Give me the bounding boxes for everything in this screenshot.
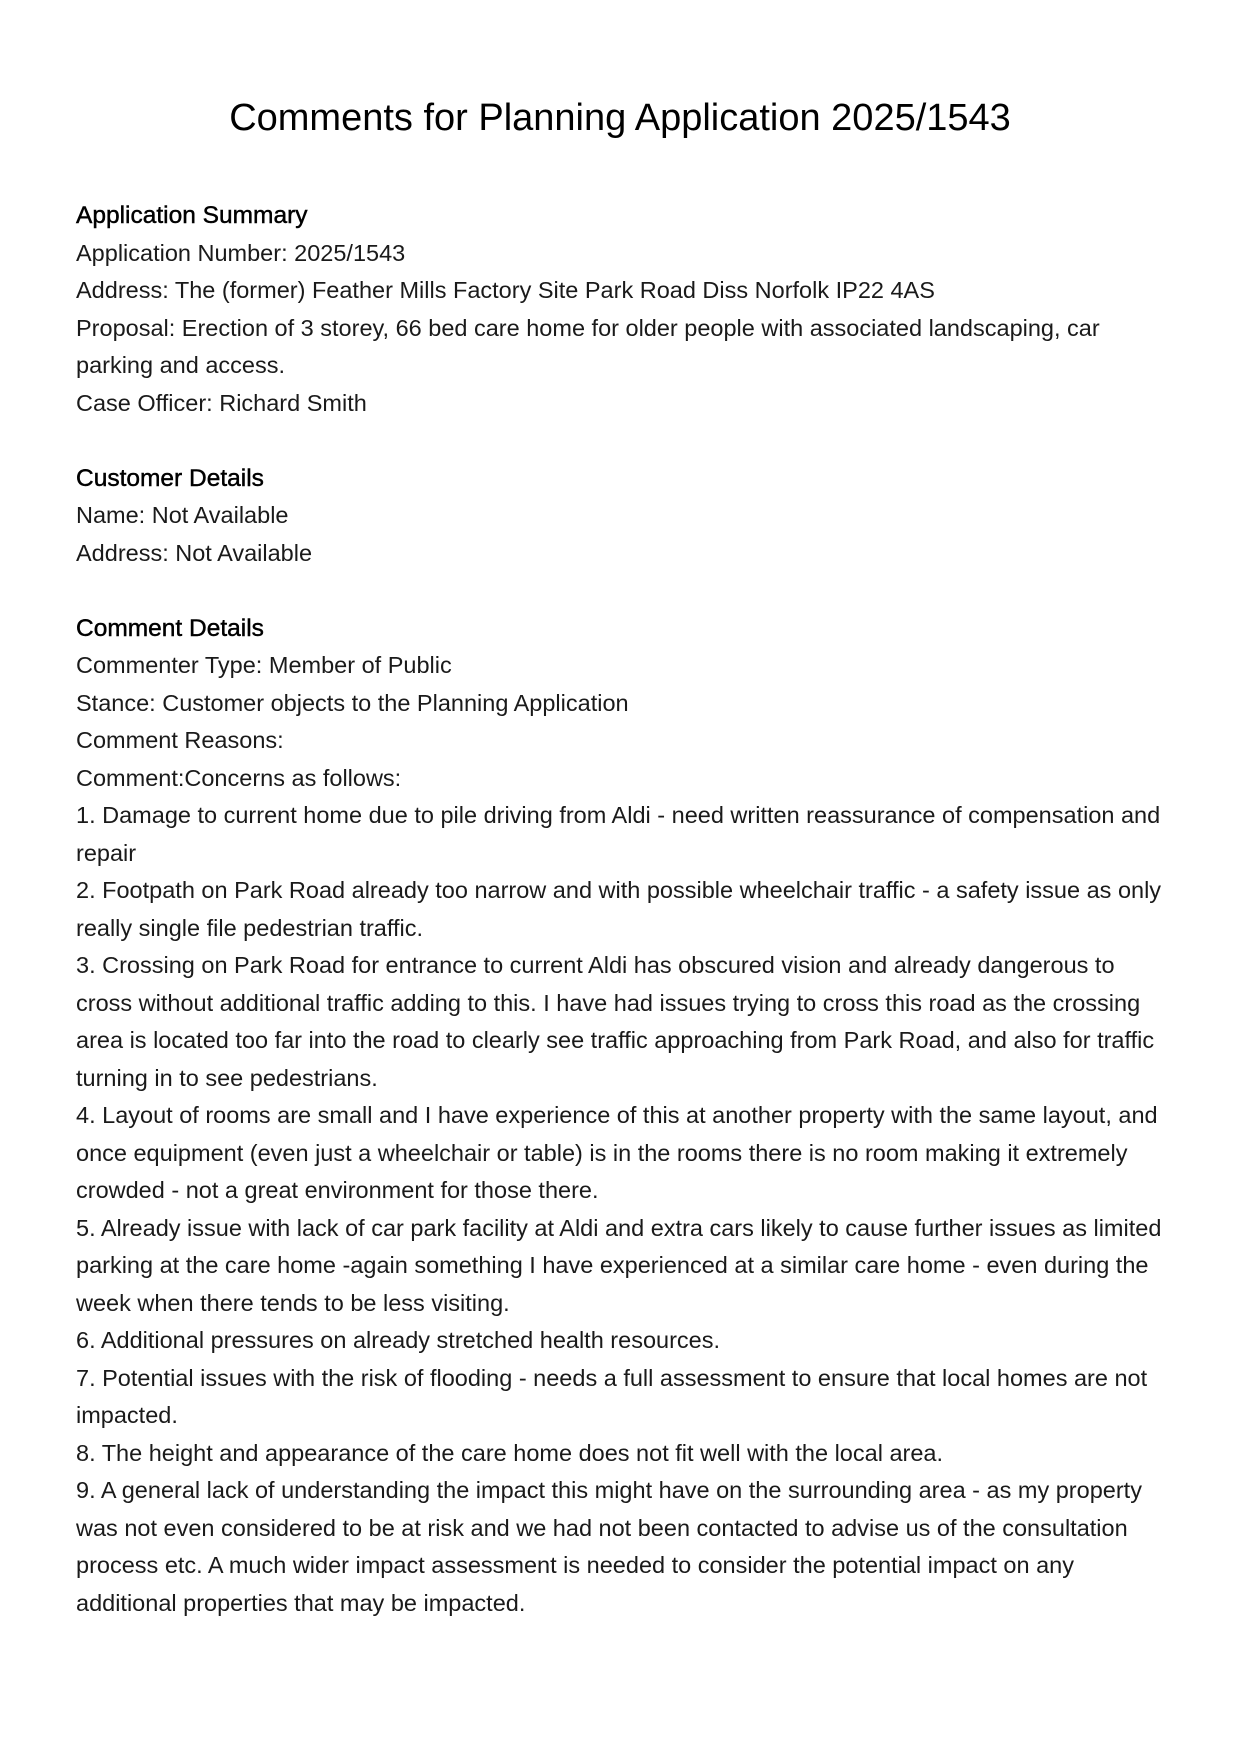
comment-item-9: 9. A general lack of understanding the impact this might have on the surrounding area - as my property was not even considered to be at risk and we had not been contacted to advise us of the consultation process etc. A much wider impact assessment is needed to consider the potential impact on any additional properties that may be impacted. — [76, 1477, 1142, 1616]
comment-intro: Comment:Concerns as follows: — [76, 764, 402, 791]
comment-reasons: Comment Reasons: — [76, 727, 284, 753]
comment-item-7: 7. Potential issues with the risk of flooding - needs a full assessment to ensure that local homes are not impacted. — [76, 1364, 1148, 1428]
comment-item-8: 8. The height and appearance of the care home does not fit well with the local area. — [76, 1439, 944, 1466]
comment-details-section — [76, 610, 1176, 1623]
application-number: Application Number: 2025/1543 — [76, 239, 406, 266]
comment-stance: Stance: Customer objects to the Planning Application — [76, 689, 629, 716]
comment-item-1: 1. Damage to current home due to pile driving from Aldi - need written reassurance of compensation and repair — [76, 802, 1161, 866]
customer-name: Name: Not Available — [76, 502, 289, 528]
page-title: Comments for Planning Application 2025/1543 — [229, 97, 1011, 139]
comment-list — [76, 797, 1176, 1622]
comment-item-4: 4. Layout of rooms are small and I have experience of this at another property with the same layout, and once equipment (even just a wheelchair or table) is in the rooms there is no room making it extremely crowded - not a great environment for those there. — [76, 1102, 1158, 1203]
application-summary-heading: Application Summary — [76, 202, 308, 229]
customer-details-section — [76, 460, 1176, 573]
comment-item-3: 3. Crossing on Park Road for entrance to current Aldi has obscured vision and already dangerous to cross without additional traffic adding to this. I have had issues trying to cross this road as the crossing area is located too far into the road to clearly see traffic approaching from Park Road, and also for traffic turning in to see pedestrians. — [76, 952, 1155, 1091]
comment-item-6: 6. Additional pressures on already stretched health resources. — [76, 1327, 721, 1353]
application-address: Address: The (former) Feather Mills Factory Site Park Road Diss Norfolk IP22 4AS — [76, 277, 935, 303]
customer-address: Address: Not Available — [76, 539, 313, 566]
application-proposal: Proposal: Erection of 3 storey, 66 bed care home for older people with associated landscaping, car parking and access. — [76, 314, 1100, 378]
comment-item-2: 2. Footpath on Park Road already too narrow and with possible wheelchair traffic - a safety issue as only really single file pedestrian traffic. — [76, 877, 1162, 941]
case-officer: Case Officer: Richard Smith — [76, 389, 367, 416]
commenter-type: Commenter Type: Member of Public — [76, 652, 452, 678]
comment-details-heading: Comment Details — [76, 614, 264, 642]
comment-item-5: 5. Already issue with lack of car park facility at Aldi and extra cars likely to cause further issues as limited parking at the care home -again something I have experienced at a similar care home - even during the week when there tends to be less visiting. — [76, 1214, 1162, 1316]
customer-details-heading: Customer Details — [76, 464, 264, 492]
application-summary-section — [76, 197, 1176, 422]
document-body — [76, 197, 1176, 1660]
